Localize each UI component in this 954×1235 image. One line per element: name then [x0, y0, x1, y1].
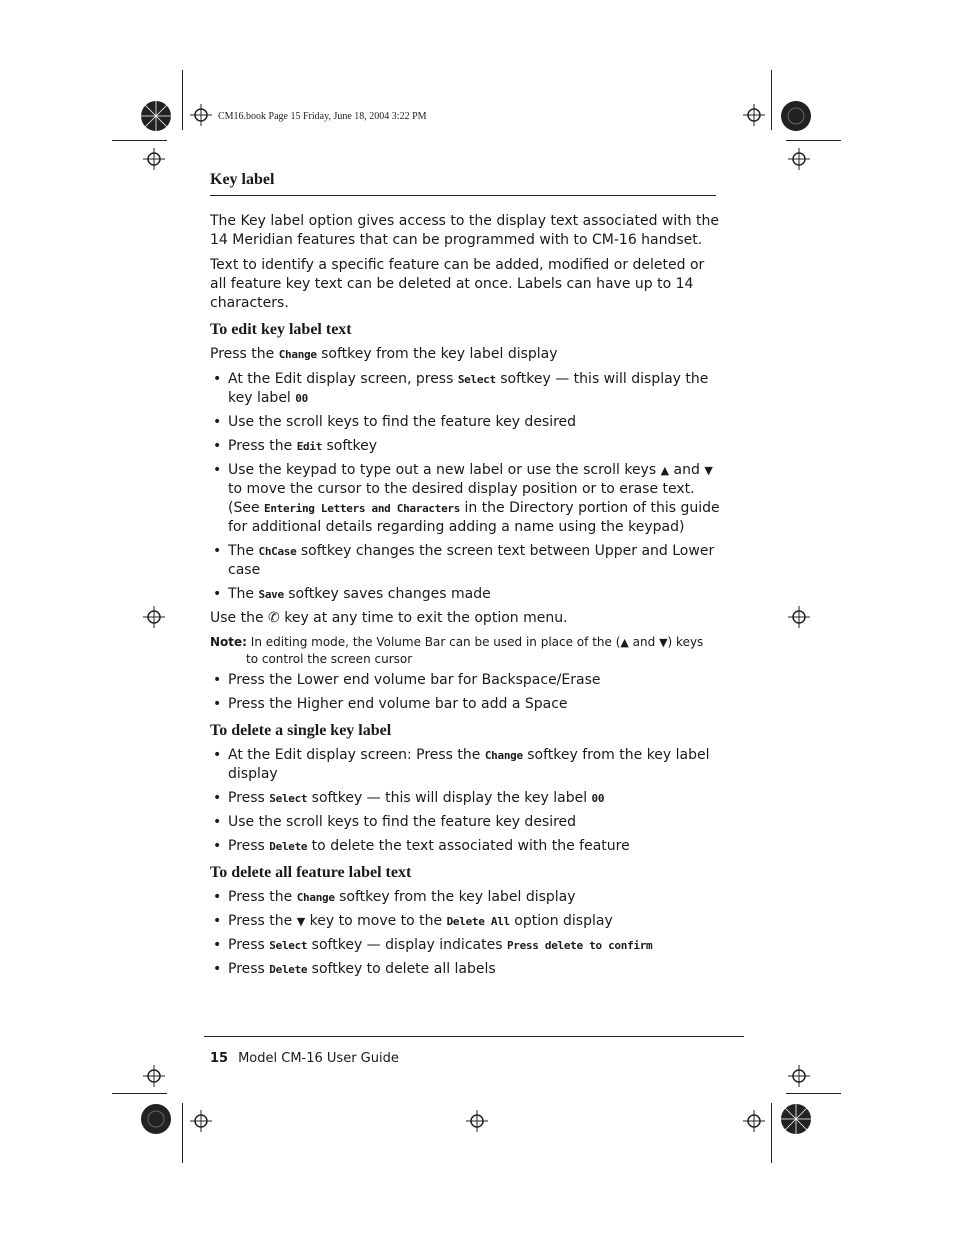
softkey-label: Select: [457, 373, 496, 386]
list-item: • At the Edit display screen: Press the Change softkey from the key label display: [210, 746, 720, 784]
crosshair-icon: [788, 1065, 810, 1087]
note: Note: In editing mode, the Volume Bar can be used in place of the (▲ and ▼) keys to control the screen cursor: [210, 635, 704, 666]
registration-target-icon: [780, 1103, 812, 1135]
list-item: • Press Delete softkey to delete all labels: [210, 960, 720, 979]
list-item: • Press the Edit softkey: [210, 437, 720, 456]
crosshair-icon: [788, 606, 810, 628]
delete-single-heading: To delete a single key label: [210, 722, 392, 739]
softkey-label: Change: [278, 348, 317, 361]
intro-paragraph: Text to identify a specific feature can be added, modified or deleted or all feature key text can be deleted at once. Labels can have up to 14 characters.: [210, 257, 705, 311]
crosshair-icon: [743, 1110, 765, 1132]
list-item: • Press the Lower end volume bar for Backspace/Erase: [210, 671, 720, 690]
scroll-up-icon: ▲: [660, 464, 670, 477]
scroll-up-icon: ▲: [620, 636, 629, 649]
list-item: • At the Edit display screen, press Select softkey — this will display the key label 00: [210, 370, 720, 408]
softkey-label: 00: [591, 792, 605, 805]
list-item: • Press Delete to delete the text associated with the feature: [210, 837, 720, 856]
crosshair-icon: [143, 1065, 165, 1087]
registration-target-icon: [780, 100, 812, 132]
intro-paragraph: The Key label option gives access to the display text associated with the 14 Meridian features that can be programmed with to CM-16 handset.: [210, 213, 720, 248]
edit-lead: Press the Change softkey from the key label display: [210, 346, 558, 362]
page-number: 15: [210, 1051, 229, 1066]
list-item: • Press Select softkey — display indicates Press delete to confirm: [210, 936, 720, 955]
softkey-label: Delete: [269, 963, 308, 976]
crop-mark: [112, 1093, 167, 1094]
footer-rule: [204, 1036, 744, 1037]
section-title: Key label: [210, 168, 716, 196]
crop-mark: [786, 1093, 841, 1094]
registration-target-icon: [140, 1103, 172, 1135]
softkey-label: ChCase: [258, 545, 297, 558]
print-stamp: CM16.book Page 15 Friday, June 18, 2004 3:22 PM: [218, 111, 427, 122]
crop-mark: [771, 1103, 772, 1163]
edit-heading: To edit key label text: [210, 321, 352, 338]
crosshair-icon: [788, 148, 810, 170]
delete-all-list: [210, 888, 720, 979]
list-item: • Use the scroll keys to find the feature key desired: [210, 813, 720, 832]
crosshair-icon: [143, 148, 165, 170]
list-item: • Press the Higher end volume bar to add a Space: [210, 695, 720, 714]
exit-instruction: Use the ✆ key at any time to exit the option menu.: [210, 610, 568, 626]
crosshair-icon: [143, 606, 165, 628]
list-item: • Press the Change softkey from the key label display: [210, 888, 720, 907]
list-item: • Press the ▼ key to move to the Delete All option display: [210, 912, 720, 931]
list-item: • The Save softkey saves changes made: [210, 585, 720, 604]
softkey-label: Change: [296, 891, 335, 904]
softkey-label: Edit: [296, 440, 323, 453]
softkey-label: Select: [269, 939, 308, 952]
edit-steps-list: [210, 370, 720, 604]
softkey-label: Change: [484, 749, 523, 762]
softkey-label: Save: [258, 588, 284, 601]
end-call-key-icon: ✆: [268, 610, 280, 626]
note-label: Note:: [210, 635, 247, 649]
softkey-label: Entering Letters and Characters: [264, 502, 461, 515]
registration-target-icon: [140, 100, 172, 132]
crop-mark: [182, 70, 183, 130]
delete-all-heading: To delete all feature label text: [210, 864, 412, 881]
softkey-label: Delete All: [446, 915, 510, 928]
softkey-label: Delete: [269, 840, 308, 853]
scroll-down-icon: ▼: [659, 636, 668, 649]
crop-mark: [786, 140, 841, 141]
list-item: • Use the keypad to type out a new label or use the scroll keys ▲ and ▼ to move the cursor to the desired display position or to erase text. (See Entering Letters and Characters in the Directory portion of this guide for additional details regarding adding a name using the keypad): [210, 461, 720, 537]
crosshair-icon: [190, 1110, 212, 1132]
crop-mark: [182, 1103, 183, 1163]
crop-mark: [771, 70, 772, 130]
list-item: • Use the scroll keys to find the feature key desired: [210, 413, 720, 432]
list-item: • Press Select softkey — this will display the key label 00: [210, 789, 720, 808]
list-item: • The ChCase softkey changes the screen text between Upper and Lower case: [210, 542, 720, 580]
volume-bar-list: [210, 671, 720, 714]
softkey-label: Select: [269, 792, 308, 805]
crosshair-icon: [466, 1110, 488, 1132]
crop-mark: [112, 140, 167, 141]
delete-single-list: [210, 746, 720, 856]
scroll-down-icon: ▼: [704, 464, 713, 477]
page-footer: [210, 1051, 399, 1066]
crosshair-icon: [743, 104, 765, 126]
scroll-down-icon: ▼: [296, 915, 306, 928]
softkey-label: 00: [295, 392, 308, 405]
page-content: [210, 168, 720, 984]
crosshair-icon: [190, 104, 212, 126]
footer-title: Model CM-16 User Guide: [238, 1051, 399, 1066]
softkey-label: Press delete to confirm: [506, 939, 653, 952]
